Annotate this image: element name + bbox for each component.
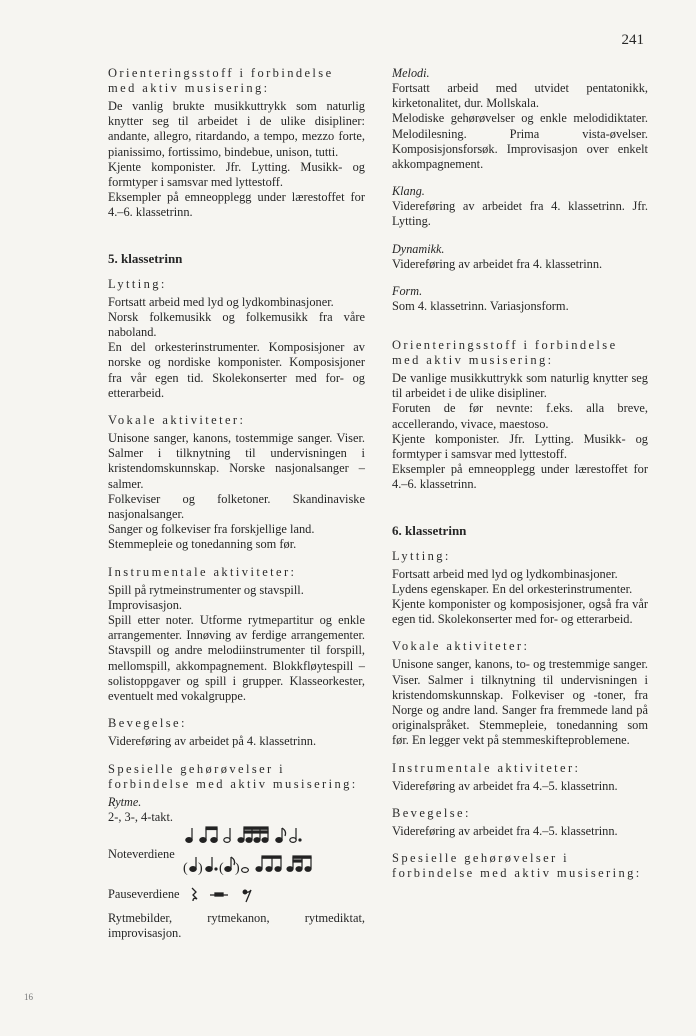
paragraph: Unisone sanger, kanons, tostemmige sanger. Viser. Salmer i tilknytning til undervisningen i kristendomskunnskap. Norske nasjonalsanger – salmer. [108,431,365,491]
paragraph: Improvisasjon. [108,597,182,612]
svg-text:(: ( [182,860,188,876]
paragraph: Videreføring av arbeidet fra 4.–5. klassetrinn. [392,778,618,793]
paragraph: Videreføring av arbeidet fra 4. klassetrinn. [392,256,603,271]
svg-text:): ) [197,860,203,876]
rhythm-label: Rytme. [108,794,142,809]
left-column [108,66,365,941]
paragraph: Kjente komponister. Jfr. Lytting. Musikk- og formtyper i samsvar med lyttestoff. [108,159,365,190]
vocal-heading: Vokale aktiviteter: [108,413,246,428]
paragraph: Som 4. klassetrinn. Variasjonsform. [392,298,569,313]
paragraph: Fortsatt arbeid med lyd og lydkombinasjoner. [108,294,334,309]
rest-values-row [108,887,365,903]
rest-values-icon [188,887,268,903]
timbre-label: Klang. [392,184,425,199]
note-values-label: Noteverdiene [108,847,175,862]
paragraph: Spill på rytmeinstrumenter og stavspill. [108,582,304,597]
instrumental-heading: Instrumentale aktiviteter: [392,760,581,775]
footer-number: 16 [24,992,33,1002]
note-values-icon [183,825,318,885]
movement-heading: Bevegelse: [108,716,187,731]
right-column [392,66,648,884]
lytting-heading: Lytting: [392,548,451,563]
paragraph: Kjente komponister og komposisjoner, også fra vår egen tid. Skolekonserter med for- og etterarbeid. [392,597,648,627]
melody-label: Melodi. [392,66,430,80]
paragraph: Lydens egenskaper. En del orkesterinstrumenter. [392,581,633,596]
paragraph: Spill etter noter. Utforme rytmepartitur og enkle arrangementer. Innøving av ferdige arrangementer. Stavspill og andre melodiinstrumenter til forspill, mellomspill, akkompagnement. Blokkfløytespill – solistoppgaver og spill i grupper. Klasseorkester, eventuelt med vokalgruppe. [108,613,365,704]
paragraph: Folkeviser og folketoner. Skandinaviske nasjonalsanger. [108,491,365,522]
grade6-title: 6. klassetrinn [392,522,467,538]
form-label: Form. [392,283,423,298]
movement-heading: Bevegelse: [392,805,471,820]
paragraph: Rytmebilder, rytmekanon, rytmediktat, improvisasjon. [108,910,365,940]
svg-text:): ) [234,860,240,876]
orientation-heading: Orienteringsstoff i forbindelse med aktiv musisering: [392,338,618,368]
ear-training-heading: Spesielle gehørøvelser i forbindelse med aktiv musisering: [108,761,358,791]
paragraph: Melodiske gehørøvelser og enkle melodidiktater. Melodilesning. Prima vista-øvelser. Komposisjonsforsøk. Improvisasjon over enkelt akkompagnement. [392,111,648,172]
paragraph: Fortsatt arbeid med lyd og lydkombinasjoner. [392,566,618,581]
paragraph: Videreføring av arbeidet fra 4. klassetrinn. Jfr. Lytting. [392,199,648,229]
paragraph: Sanger og folkeviser fra forskjellige land. [108,522,315,537]
ear-training-heading: Spesielle gehørøvelser i forbindelse med aktiv musisering: [392,851,642,881]
grade5-title: 5. klassetrinn [108,250,183,266]
paragraph: De vanlige musikkuttrykk som naturlig knytter seg til arbeidet i de ulike disipliner. [392,371,648,401]
paragraph: Foruten de før nevnte: f.eks. alla breve, accellerando, vivace, maestoso. [392,401,648,431]
vocal-heading: Vokale aktiviteter: [392,639,530,654]
dynamics-label: Dynamikk. [392,241,445,256]
svg-text:(: ( [218,860,224,876]
paragraph: Videreføring av arbeidet fra 4.–5. klassetrinn. [392,823,618,838]
paragraph: De vanlig brukte musikkuttrykk som naturlig knytter seg til arbeidet i de ulike disipliner: andante, allegro, ritardando, a tempo, mezzo forte, pianissimo, fortissimo, bindebue, unison, tutti. [108,99,365,159]
lytting-heading: Lytting: [108,276,167,291]
instrumental-heading: Instrumentale aktiviteter: [108,564,297,579]
paragraph: Videreføring av arbeidet på 4. klassetrinn. [108,734,317,749]
note-values-row [108,825,365,885]
rest-values-label: Pauseverdiene [108,887,180,902]
paragraph: Kjente komponister. Jfr. Lytting. Musikk- og formtyper i samsvar med lyttestoff. [392,431,648,462]
orientation-heading: Orienteringsstoff i forbindelse med aktiv musisering: [108,66,334,95]
paragraph: Eksempler på emneopplegg under lærestoffet for 4.–6. klassetrinn. [108,190,365,220]
paragraph: Norsk folkemusikk og folkemusikk fra våre naboland. [108,309,365,340]
paragraph: Stemmepleie og tonedanning som før. [108,537,297,552]
paragraph: Fortsatt arbeid med utvidet pentatonikk, kirketonalitet, dur. Mollskala. [392,81,648,111]
page-number: 241 [621,32,644,48]
meter-text: 2-, 3-, 4-takt. [108,809,174,824]
paragraph: Unisone sanger, kanons, to- og trestemmige sanger. Viser. Salmer i tilknytning til undervisningen i kristendomskunnskap. Folkeviser og -toner, fra Norge og andre land. Sanger fra fremmede land på originalspråket. Stemmepleie, tonedanning som før. En legger vekt på stemmeskifteproblemene. [392,657,648,748]
paragraph: Eksempler på emneopplegg under lærestoffet for 4.–6. klassetrinn. [392,462,648,492]
paragraph: En del orkesterinstrumenter. Komposisjoner av norske og nordiske komponister. Komposisjoner fra vår egen tid. Skolekonserter med for- og etterarbeid. [108,340,365,400]
